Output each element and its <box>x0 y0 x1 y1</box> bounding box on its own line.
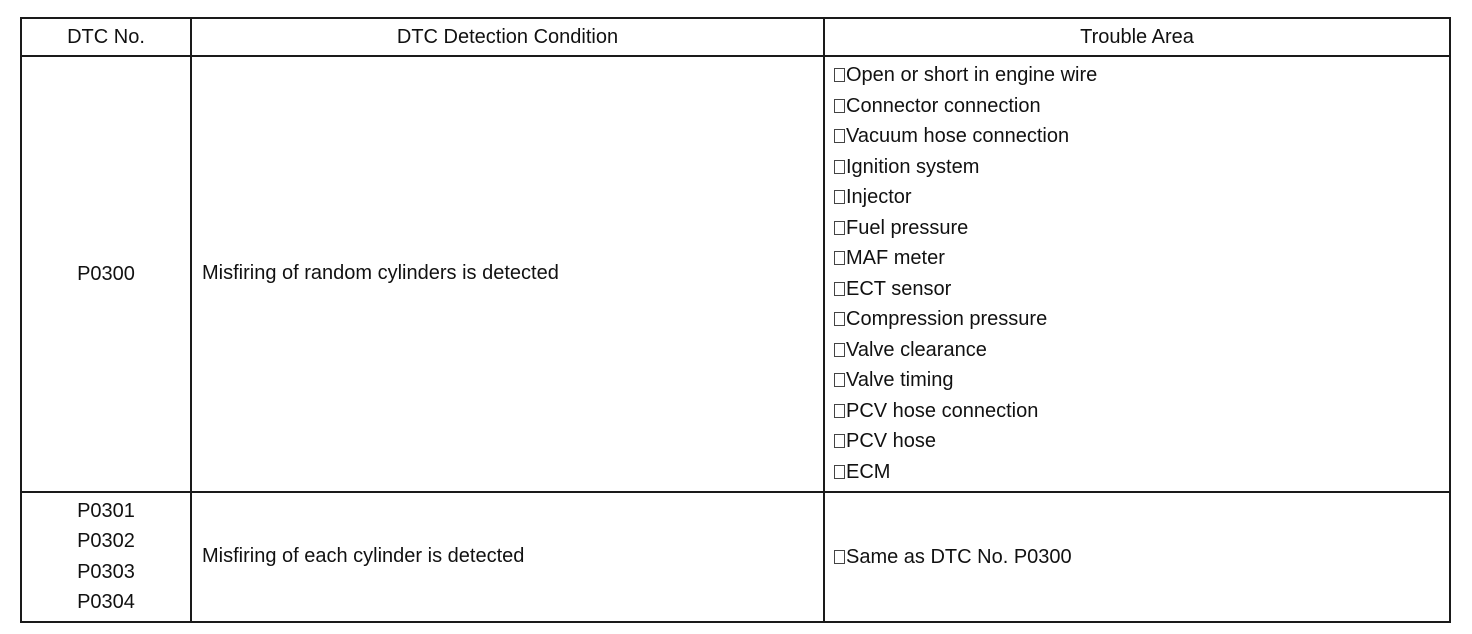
checkbox-square-icon <box>834 434 845 448</box>
list-item <box>834 457 1449 488</box>
trouble-area-cell <box>824 56 1450 492</box>
trouble-area-text: Valve clearance <box>846 338 987 361</box>
checkbox-square-icon <box>834 373 845 387</box>
checkbox-square-icon <box>834 190 845 204</box>
list-item <box>834 426 1449 457</box>
list-item <box>834 182 1449 213</box>
table-row <box>21 492 1450 622</box>
checkbox-square-icon <box>834 221 845 235</box>
list-item <box>834 121 1449 152</box>
checkbox-square-icon <box>834 465 845 479</box>
checkbox-square-icon <box>834 160 845 174</box>
trouble-area-cell <box>824 492 1450 622</box>
dtc-code-cell <box>21 56 191 492</box>
trouble-area-text: MAF meter <box>846 247 945 270</box>
trouble-area-text: Vacuum hose connection <box>846 125 1070 148</box>
trouble-area-text: Open or short in engine wire <box>846 64 1098 87</box>
table-header-row <box>21 18 1450 56</box>
list-item <box>834 152 1449 183</box>
trouble-area-text: Connector connection <box>846 94 1041 117</box>
trouble-area-list <box>834 60 1449 487</box>
trouble-area-text: PCV hose <box>846 430 937 453</box>
trouble-area-text: Ignition system <box>846 155 980 178</box>
checkbox-square-icon <box>834 404 845 418</box>
trouble-area-text: ECM <box>846 460 891 483</box>
list-item <box>834 365 1449 396</box>
list-item <box>834 60 1449 91</box>
list-item <box>834 274 1449 305</box>
dtc-code: P0302 <box>77 530 135 553</box>
dtc-code: P0300 <box>77 262 135 285</box>
dtc-code: P0303 <box>77 560 135 583</box>
dtc-code: P0304 <box>77 591 135 614</box>
checkbox-square-icon <box>834 129 845 143</box>
condition-cell: Misfiring of random cylinders is detected <box>191 56 824 492</box>
checkbox-square-icon <box>834 343 845 357</box>
dtc-code: P0301 <box>77 499 135 522</box>
trouble-area-text: ECT sensor <box>846 277 952 300</box>
list-item <box>834 304 1449 335</box>
checkbox-square-icon <box>834 312 845 326</box>
header-trouble-area: Trouble Area <box>824 18 1450 56</box>
checkbox-square-icon <box>834 68 845 82</box>
list-item <box>834 542 1449 573</box>
checkbox-square-icon <box>834 99 845 113</box>
trouble-area-text: Compression pressure <box>846 308 1048 331</box>
table-row <box>21 56 1450 492</box>
list-item <box>834 91 1449 122</box>
list-item <box>834 213 1449 244</box>
trouble-area-text: Valve timing <box>846 369 954 392</box>
condition-cell: Misfiring of each cylinder is detected <box>191 492 824 622</box>
header-dtc-no: DTC No. <box>21 18 191 56</box>
checkbox-square-icon <box>834 550 845 564</box>
trouble-area-text: Same as DTC No. P0300 <box>846 545 1072 568</box>
checkbox-square-icon <box>834 282 845 296</box>
checkbox-square-icon <box>834 251 845 265</box>
dtc-table <box>20 17 1451 623</box>
list-item <box>834 335 1449 366</box>
trouble-area-text: Injector <box>846 186 912 209</box>
trouble-area-list <box>834 542 1449 573</box>
trouble-area-text: Fuel pressure <box>846 216 969 239</box>
list-item <box>834 243 1449 274</box>
list-item <box>834 396 1449 427</box>
header-condition: DTC Detection Condition <box>191 18 824 56</box>
trouble-area-text: PCV hose connection <box>846 399 1039 422</box>
dtc-code-cell <box>21 492 191 622</box>
